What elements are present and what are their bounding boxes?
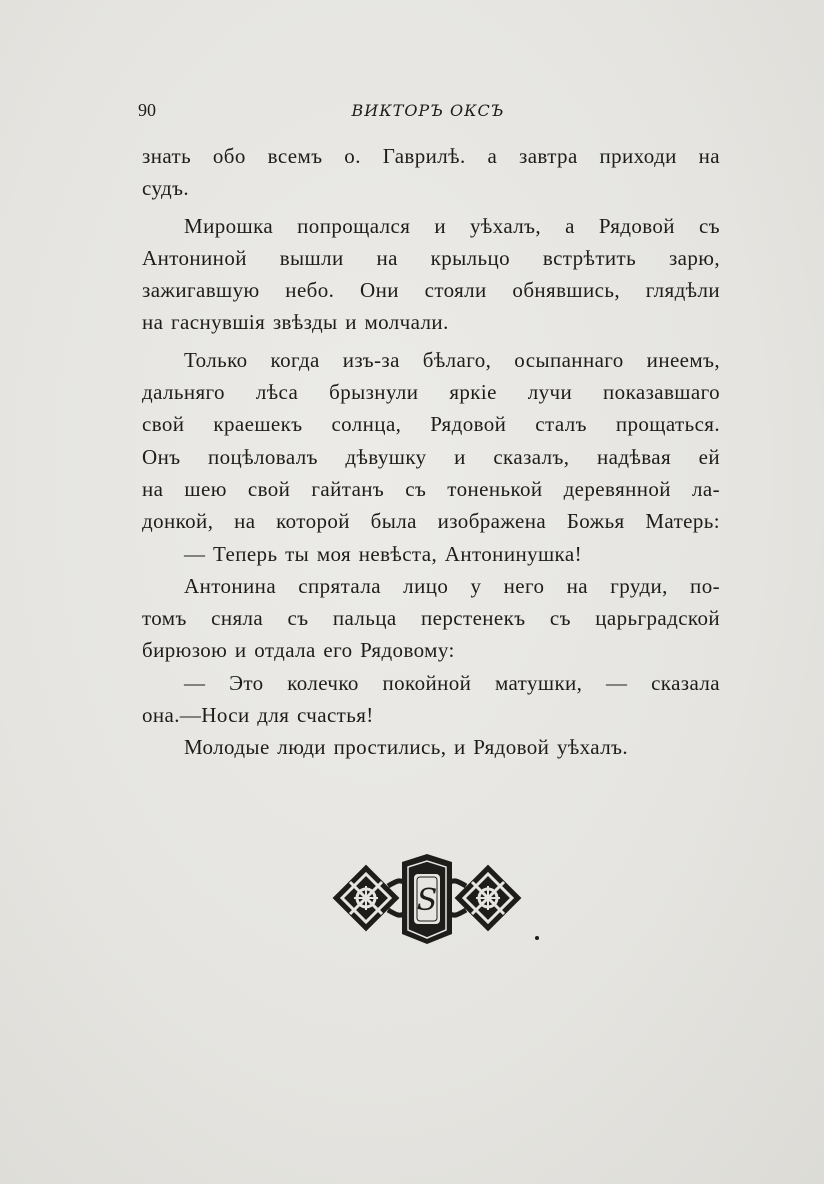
running-head: ВИКТОРЪ ОКСЪ [351,101,505,120]
body-text [142,140,720,764]
text-line: Онъ поцѣловалъ дѣвушку и сказалъ, надѣвая ей [142,444,720,469]
text-line: Антониной вышли на крыльцо встрѣтить зарю, [142,245,720,270]
text-line: Только когда изъ-за бѣлаго, осыпаннаго инеемъ, [184,347,720,372]
ornament-initial: S [416,883,438,918]
ornament-dot [535,936,539,940]
text-line: судъ. [142,176,190,201]
page-number: 90 [138,100,156,120]
text-line: на шею свой гайтанъ съ тоненькой деревянной ла- [142,476,720,501]
text-line: Мирошка попрощался и уѣхалъ, а Рядовой съ [184,213,720,238]
page-header [138,100,718,124]
text-line: дальняго лѣса брызнули яркіе лучи показавшаго [142,380,720,405]
text-line: — Теперь ты моя невѣста, Антонинушка! [184,541,582,566]
text-line: знать обо всемъ о. Гаврилѣ. а завтра приходи на [142,144,720,168]
text-line: на гаснувшія звѣзды и молчали. [142,310,449,335]
text-line: свой краешекъ солнца, Рядовой сталъ прощаться. [142,412,720,437]
text-line: бирюзою и отдала его Рядовому: [142,638,455,663]
text-line: — Это колечко покойной матушки, — сказала [184,670,720,695]
text-line: Антонина спрятала лицо у него на груди, по- [184,573,720,598]
text-line: зажигавшую небо. Они стояли обнявшись, глядѣли [142,278,720,303]
text-line: томъ сняла съ пальца перстенекъ съ царьградской [142,606,720,631]
text-line: Молодые люди простились, и Рядовой уѣхалъ. [184,735,628,760]
celtic-knot-ornament-icon [328,852,526,950]
text-line: донкой, на которой была изображена Божья Матерь: [142,509,720,534]
text-line: она.—Носи для счастья! [142,703,374,728]
